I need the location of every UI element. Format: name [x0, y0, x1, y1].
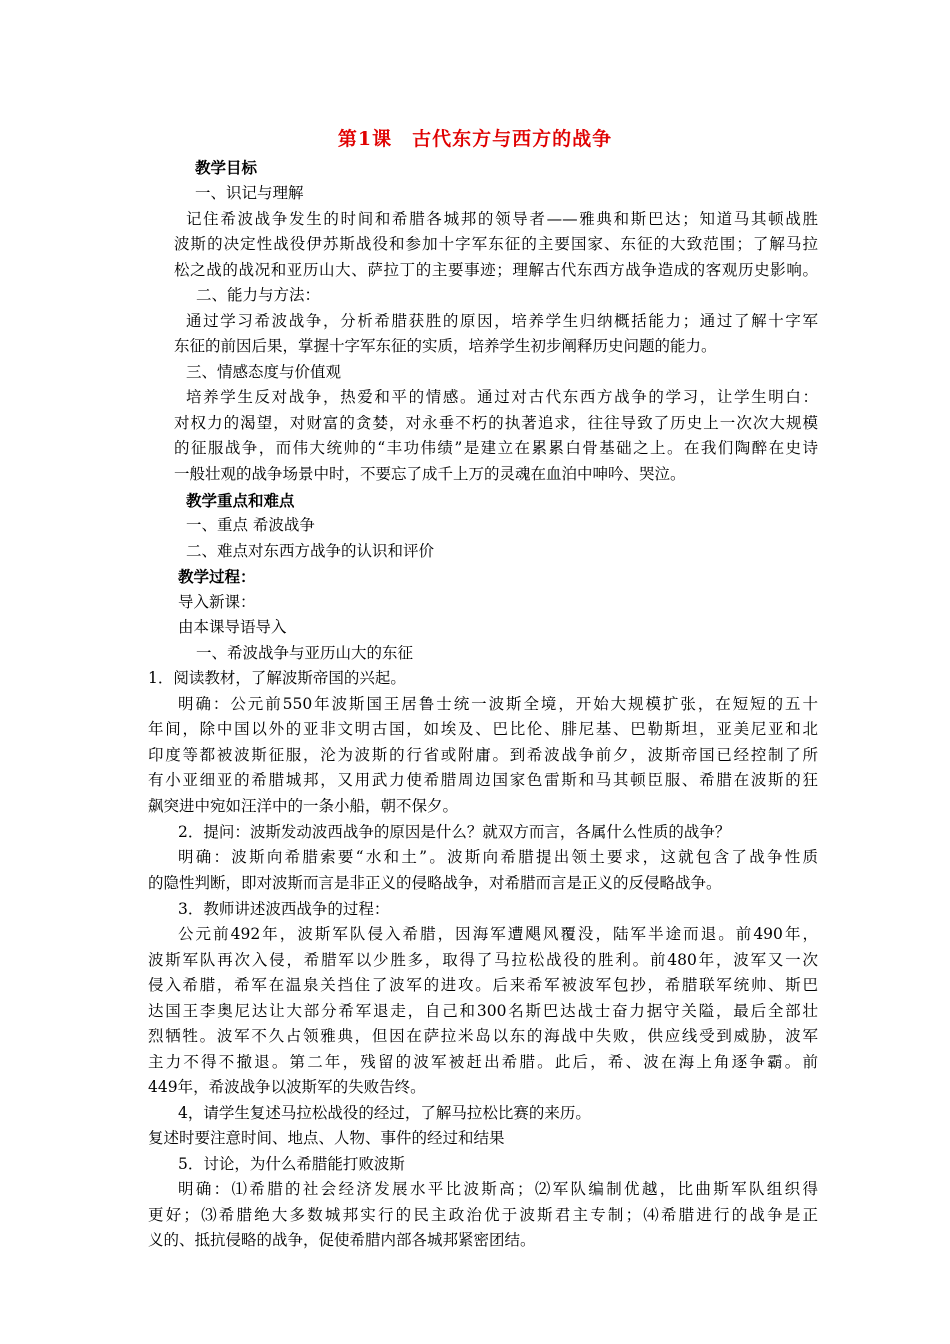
text-line: 3．教师讲述波西战争的过程：: [178, 900, 390, 918]
text-line: 记住希波战争发生的时间和希腊各城邦的领导者——雅典和斯巴达；知道马其顿战胜: [186, 210, 818, 228]
text-line: 449年，希波战争以波斯军的失败告终。: [148, 1078, 426, 1096]
text-line: 波斯军队再次入侵，希腊军以少胜多，取得了马拉松战役的胜利。前480年，波军又一次: [148, 951, 818, 969]
text-line: 的隐性判断，即对波斯而言是非正义的侵略战争，对希腊而言是正义的反侵略战争。: [148, 874, 722, 892]
text-line: 明确：波斯向希腊索要“水和土”。波斯向希腊提出领土要求，这就包含了战争性质: [178, 848, 818, 866]
section-heading: 教学重点和难点: [186, 491, 295, 510]
text-line: 导入新课：: [178, 593, 256, 611]
text-line: 二、难点对东西方战争的认识和评价: [186, 542, 435, 560]
text-line: 5．讨论，为什么希腊能打败波斯: [178, 1155, 405, 1173]
text-line: 侵入希腊，希军在温泉关挡住了波军的进攻。后来希军被波军包抄，希腊联军统帅、斯巴: [148, 976, 818, 994]
text-line: 东征的前因后果，掌握十字军东征的实质，培养学生初步阐释历史问题的能力。: [174, 337, 717, 355]
text-line: 2．提问：波斯发动波西战争的原因是什么？就双方而言，各属什么性质的战争？: [178, 823, 731, 841]
text-line: 更好；⑶希腊绝大多数城邦实行的民主政治优于波斯君主专制；⑷希腊进行的战争是正: [148, 1206, 818, 1224]
text-line: 公元前492年，波斯军队侵入希腊，因海军遭飓风覆没，陆军半途而退。前490年，: [178, 925, 818, 943]
text-line: 义的、抵抗侵略的战争，促使希腊内部各城邦紧密团结。: [148, 1231, 536, 1249]
text-line: 有小亚细亚的希腊城邦，又用武力使希腊周边国家色雷斯和马其顿臣服、希腊在波斯的狂: [148, 771, 818, 789]
section-heading: 教学目标: [195, 158, 258, 177]
text-line: 明确：⑴希腊的社会经济发展水平比波斯高；⑵军队编制优越，比曲斯军队组织得: [178, 1180, 818, 1198]
text-line: 的征服战争，而伟大统帅的“丰功伟绩”是建立在累累白骨基础之上。在我们陶醉在史诗: [174, 439, 818, 457]
lesson-title: 第1课 古代东方与西方的战争: [337, 128, 613, 150]
text-line: 一、重点 希波战争: [186, 516, 315, 534]
text-line: 1．阅读教材，了解波斯帝国的兴起。: [148, 669, 406, 687]
text-line: 二、能力与方法：: [196, 286, 321, 304]
text-line: 通过学习希波战争，分析希腊获胜的原因，培养学生归纳概括能力；通过了解十字军: [186, 312, 818, 330]
text-line: 飙突进中宛如汪洋中的一条小船，朝不保夕。: [148, 797, 459, 815]
text-line: 由本课导语导入: [178, 618, 287, 636]
section-heading: 教学过程：: [178, 567, 256, 586]
text-line: 培养学生反对战争，热爱和平的情感。通过对古代东西方战争的学习，让学生明白：: [186, 388, 818, 406]
text-line: 松之战的战况和亚历山大、萨拉丁的主要事迹；理解古代东西方战争造成的客观历史影响。: [174, 261, 818, 279]
text-line: 烈牺牲。波军不久占领雅典，但因在萨拉米岛以东的海战中失败，供应线受到威胁，波军: [148, 1027, 818, 1045]
text-line: 一般壮观的战争场景中时，不要忘了成千上万的灵魂在血泊中呻吟、哭泣。: [174, 465, 686, 483]
text-line: 明确：公元前550年波斯国王居鲁士统一波斯全境，开始大规模扩张，在短短的五十: [178, 695, 818, 713]
text-line: 达国王李奥尼达让大部分希军退走，自己和300名斯巴达战士奋力据守关隘，最后全部壮: [148, 1002, 818, 1020]
text-line: 印度等都被波斯征服，沦为波斯的行省或附庸。到希波战争前夕，波斯帝国已经控制了所: [148, 746, 818, 764]
text-line: 复述时要注意时间、地点、人物、事件的经过和结果: [148, 1129, 505, 1147]
text-line: 4，请学生复述马拉松战役的经过，了解马拉松比赛的来历。: [178, 1104, 591, 1122]
text-line: 年间，除中国以外的亚非文明古国，如埃及、巴比伦、腓尼基、巴勒斯坦，亚美尼亚和北: [148, 720, 818, 738]
text-line: 三、情感态度与价值观: [186, 363, 342, 381]
text-line: 主力不得不撤退。第二年，残留的波军被赶出希腊。此后，希、波在海上角逐争霸。前: [148, 1053, 818, 1071]
text-line: 对权力的渴望，对财富的贪婪，对永垂不朽的执著追求，往往导致了历史上一次次大规模: [174, 414, 818, 432]
text-line: 一、识记与理解: [195, 184, 304, 202]
text-line: 波斯的决定性战役伊苏斯战役和参加十字军东征的主要国家、东征的大致范围；了解马拉: [174, 235, 818, 253]
text-line: 一、希波战争与亚历山大的东征: [196, 644, 414, 662]
